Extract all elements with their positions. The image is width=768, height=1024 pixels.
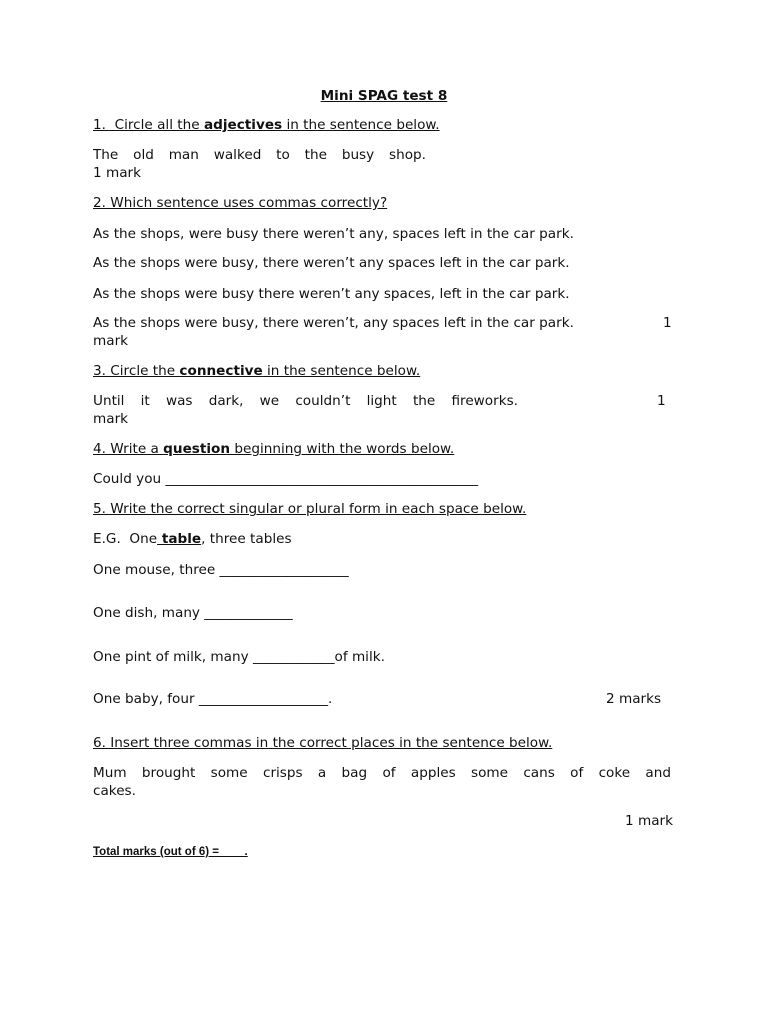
- question-4-answer-line[interactable]: Could you ______________________________________________: [93, 471, 479, 487]
- question-3-sentence: Until it was dark, we couldn’t light the fireworks.: [93, 393, 518, 409]
- question-5-example: E.G. One table, three tables: [93, 531, 292, 547]
- question-2-option: As the shops were busy, there weren’t, any spaces left in the car park.: [93, 315, 574, 331]
- question-3-prompt: 3. Circle the connective in the sentence below.: [93, 363, 421, 379]
- question-2-option: As the shops were busy, there weren’t any spaces left in the car park.: [93, 255, 570, 271]
- question-1-mark: 1 mark: [93, 165, 142, 181]
- question-2-option: As the shops were busy there weren’t any spaces, left in the car park.: [93, 286, 570, 302]
- question-5-example-keyword: table: [157, 531, 202, 547]
- question-2-mark-word: mark: [93, 333, 129, 349]
- question-1-sentence: The old man walked to the busy shop.: [93, 147, 426, 163]
- question-5-mark: 2 marks: [606, 691, 662, 707]
- question-5-item[interactable]: One baby, four ___________________.: [93, 691, 333, 707]
- question-1-prompt: 1. Circle all the adjectives in the sentence below.: [93, 117, 440, 133]
- question-4-prompt: 4. Write a question beginning with the words below.: [93, 441, 455, 457]
- question-5-item[interactable]: One dish, many _____________: [93, 605, 293, 621]
- question-5-item[interactable]: One mouse, three ___________________: [93, 562, 349, 578]
- page-title: Mini SPAG test 8: [320, 88, 448, 104]
- question-5-prompt: 5. Write the correct singular or plural form in each space below.: [93, 501, 527, 517]
- question-2-option: As the shops, were busy there weren’t any, spaces left in the car park.: [93, 226, 574, 242]
- question-6-mark: 1 mark: [625, 813, 674, 829]
- question-5-item[interactable]: One pint of milk, many ____________of milk.: [93, 649, 385, 665]
- question-6-sentence-line-1: Mum brought some crisps a bag of apples some cans of coke and: [93, 765, 671, 781]
- question-1-keyword: adjectives: [203, 117, 283, 133]
- total-marks: Total marks (out of 6) = .: [93, 846, 248, 858]
- question-3-mark-number: 1: [657, 393, 666, 409]
- question-4-keyword: question: [163, 441, 231, 457]
- question-3-keyword: connective: [179, 363, 263, 379]
- question-2-prompt: 2. Which sentence uses commas correctly?: [93, 195, 388, 211]
- question-2-mark-number: 1: [663, 315, 672, 331]
- question-3-mark-word: mark: [93, 411, 129, 427]
- question-6-sentence-line-2: cakes.: [93, 783, 136, 799]
- question-6-prompt: 6. Insert three commas in the correct places in the sentence below.: [93, 735, 553, 751]
